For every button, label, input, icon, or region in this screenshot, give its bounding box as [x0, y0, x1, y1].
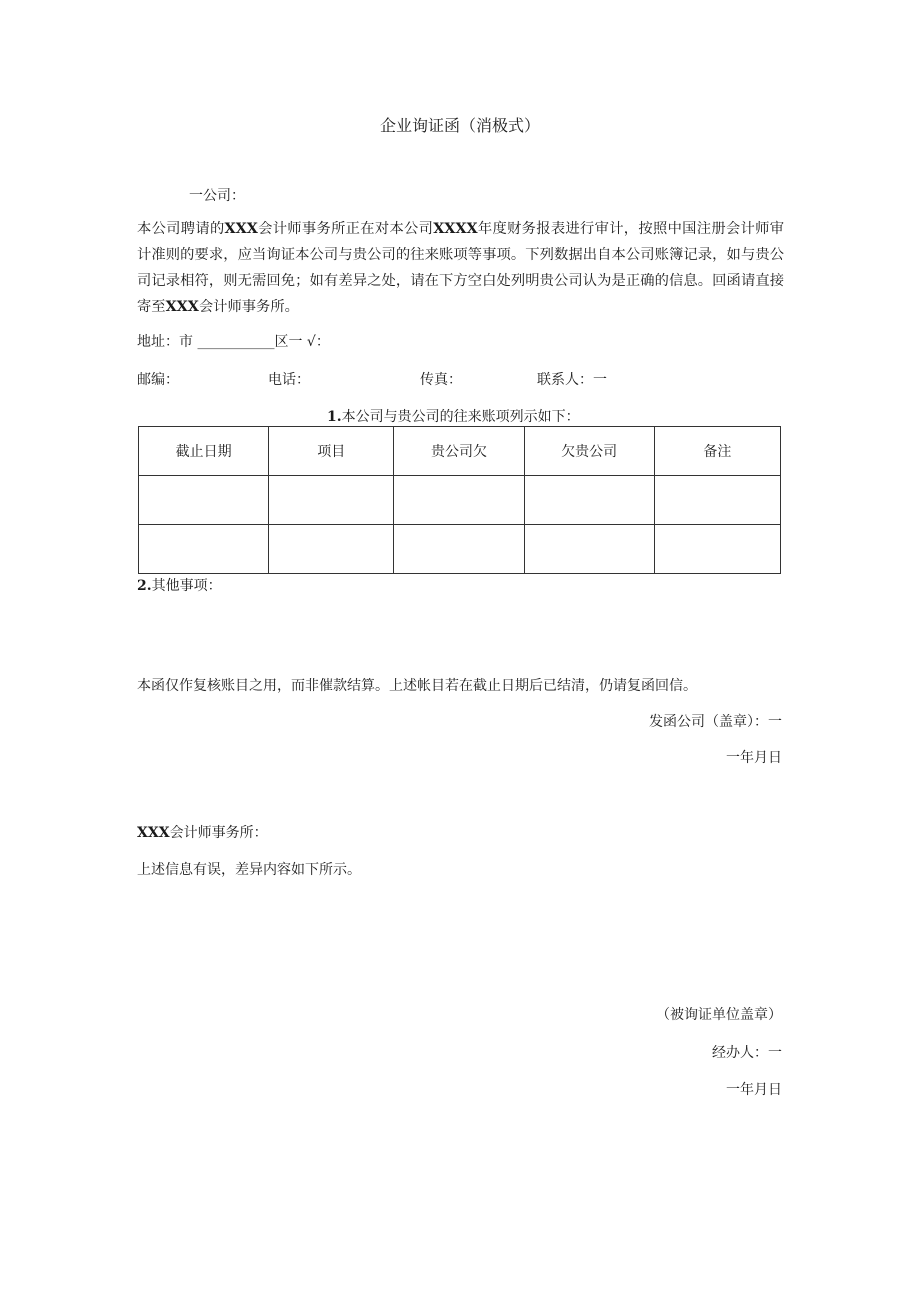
document-title: 企业询证函（消极式）: [379, 116, 540, 135]
table-row: [139, 525, 781, 574]
table-row: [139, 476, 781, 525]
sender-seal-line: 发函公司（盖章）：一: [649, 714, 782, 730]
intro-paragraph: [137, 216, 784, 320]
section-1-heading: [327, 408, 580, 426]
reply-handler-line: 经办人：一: [712, 1045, 782, 1061]
reply-firm-text: 会计师事务所：: [169, 825, 268, 841]
header-remarks: 备注: [654, 427, 780, 476]
reply-statement: 上述信息有误，差异内容如下所示。: [137, 862, 361, 878]
section-2-number: 2.: [137, 578, 152, 594]
header-owed-to-you: 欠贵公司: [524, 427, 654, 476]
table-cell: [654, 525, 780, 574]
table-cell: [394, 476, 524, 525]
table-cell: [269, 525, 394, 574]
table-cell: [139, 525, 269, 574]
intro-text-4: 会计师事务所。: [198, 299, 299, 315]
section-2-text: 其他事项：: [151, 578, 222, 594]
intro-text-3: 年度财务报表进行审计，按照中国注册会计师审计准则的要求，应当询证本公司与贵公司的往来账项等事项。下列数据出自本公司账簿记录，如与贵公司记录相符，则无需回免；如有差异之处，请在下方空白处列明贵公司认为是正确的信息。回函请直接寄至: [137, 221, 785, 315]
phone-label: 电话：: [268, 372, 310, 388]
table-header-row: [139, 427, 781, 476]
auditor-firm-name-2: XXX: [165, 299, 199, 315]
header-item: 项目: [269, 427, 394, 476]
reply-firm-name: XXX: [137, 825, 170, 841]
table-cell: [394, 525, 524, 574]
intro-text-2: 会计师事务所正在对本公司: [257, 221, 434, 237]
header-cutoff-date: 截止日期: [139, 427, 269, 476]
header-owed-by-you: 贵公司欠: [394, 427, 524, 476]
reply-addressee: [137, 824, 268, 842]
table-cell: [139, 476, 269, 525]
intro-text-1: 本公司聘请的: [137, 221, 225, 237]
sender-date-line: 一年月日: [726, 750, 782, 766]
fax-label: 传真：: [420, 372, 462, 388]
reply-date-line: 一年月日: [726, 1082, 782, 1098]
table-cell: [269, 476, 394, 525]
audit-year: XXXX: [433, 221, 478, 237]
contact-person-label: 联系人：一: [537, 372, 607, 388]
table-cell: [524, 525, 654, 574]
reply-seal-line: （被询证单位盖章）: [656, 1007, 782, 1023]
salutation: 一公司：: [189, 188, 245, 204]
auditor-firm-name: XXX: [224, 221, 258, 237]
section-2-heading: [137, 577, 222, 595]
address-line: 地址：市 ___________区一 √：: [137, 334, 330, 350]
postcode-label: 邮编：: [137, 372, 179, 388]
balances-table: [138, 426, 781, 574]
disclaimer-note: 本函仅作复核账目之用，而非催款结算。上述帐目若在截止日期后已结清，仍请复函回信。: [137, 678, 697, 694]
table-cell: [524, 476, 654, 525]
section-1-number: 1.: [327, 409, 342, 425]
section-1-text: 本公司与贵公司的往来账项列示如下：: [341, 409, 580, 425]
table-cell: [654, 476, 780, 525]
